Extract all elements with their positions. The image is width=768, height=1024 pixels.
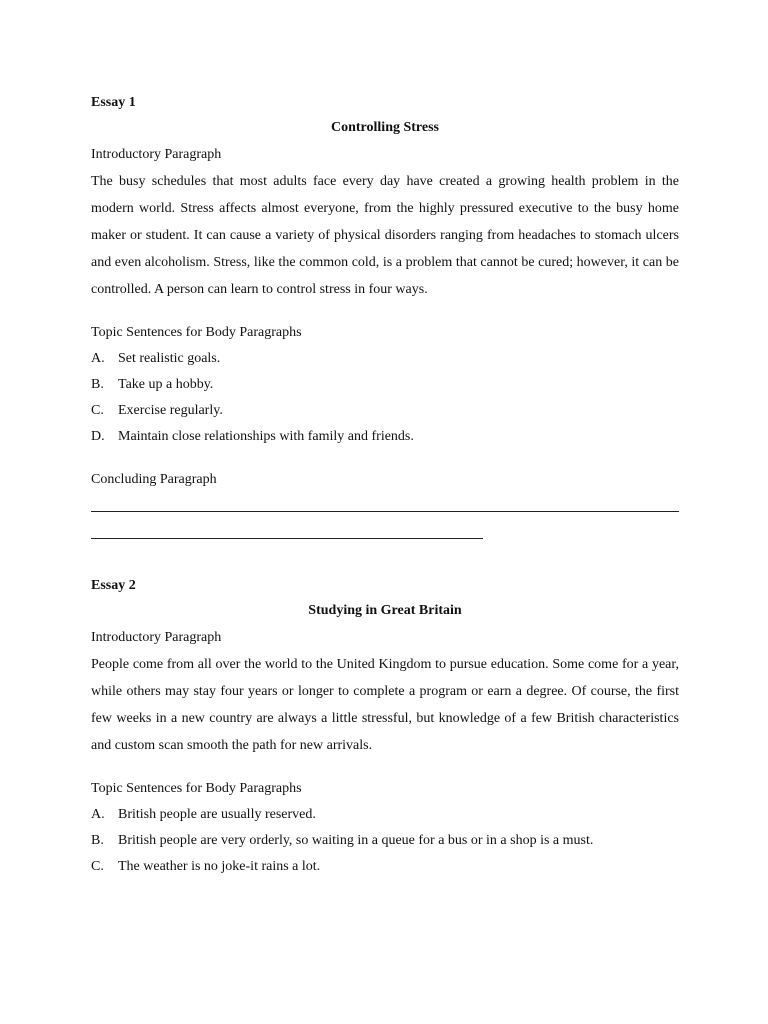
essay-1-topics-label: Topic Sentences for Body Paragraphs	[91, 325, 302, 340]
essay-2-topic-list	[91, 802, 679, 880]
essay-2-intro-paragraph: People come from all over the world to the United Kingdom to pursue education. Some come for a year, while others may stay four years or longer to complete a program or earn a degree. Of course, the first few weeks in a new country are always a little stressful, but knowledge of a few British characteristics and custom scan smooth the path for new arrivals.	[91, 657, 679, 753]
answer-blank-line	[91, 538, 483, 539]
list-item-letter: B.	[91, 377, 104, 392]
list-item-text: Take up a hobby.	[118, 377, 214, 392]
essay-2-label: Essay 2	[91, 578, 136, 593]
essay-1-title: Controlling Stress	[331, 120, 439, 135]
essay-2-title: Studying in Great Britain	[308, 603, 462, 618]
list-item	[91, 398, 679, 424]
list-item	[91, 802, 679, 828]
essay-1-intro-paragraph: The busy schedules that most adults face every day have created a growing health problem in the modern world. Stress affects almost everyone, from the highly pressured executive to the busy home maker or student. It can cause a variety of physical disorders ranging from headaches to stomach ulcers and even alcoholism. Stress, like the common cold, is a problem that cannot be cured; however, it can be controlled. A person can learn to control stress in four ways.	[91, 174, 679, 297]
essay-2	[91, 575, 679, 880]
list-item	[91, 424, 679, 450]
list-item-letter: D.	[91, 429, 105, 444]
spacer	[91, 303, 679, 320]
answer-blank-line	[91, 511, 679, 512]
essay-2-topics-label: Topic Sentences for Body Paragraphs	[91, 781, 302, 796]
list-item	[91, 372, 679, 398]
list-item-letter: B.	[91, 833, 104, 848]
list-item-text: Set realistic goals.	[118, 351, 221, 366]
list-item	[91, 828, 679, 854]
list-item-text: British people are usually reserved.	[118, 807, 316, 822]
list-item-letter: C.	[91, 859, 104, 874]
list-item	[91, 346, 679, 372]
essay-1-conclusion-label: Concluding Paragraph	[91, 472, 217, 487]
list-item-text: Exercise regularly.	[118, 403, 223, 418]
document-page	[91, 92, 679, 880]
spacer	[91, 450, 679, 467]
list-item-letter: A.	[91, 807, 105, 822]
list-item-text: British people are very orderly, so waiting in a queue for a bus or in a shop is a must.	[118, 833, 594, 848]
list-item-letter: A.	[91, 351, 105, 366]
list-item	[91, 854, 679, 880]
essay-1-intro-label: Introductory Paragraph	[91, 147, 222, 162]
spacer	[91, 759, 679, 776]
essay-1	[91, 92, 679, 539]
essay-2-intro-label: Introductory Paragraph	[91, 630, 222, 645]
essay-1-label: Essay 1	[91, 95, 136, 110]
essay-1-topic-list	[91, 346, 679, 450]
list-item-text: The weather is no joke-it rains a lot.	[118, 859, 321, 874]
list-item-text: Maintain close relationships with family and friends.	[118, 429, 414, 444]
list-item-letter: C.	[91, 403, 104, 418]
